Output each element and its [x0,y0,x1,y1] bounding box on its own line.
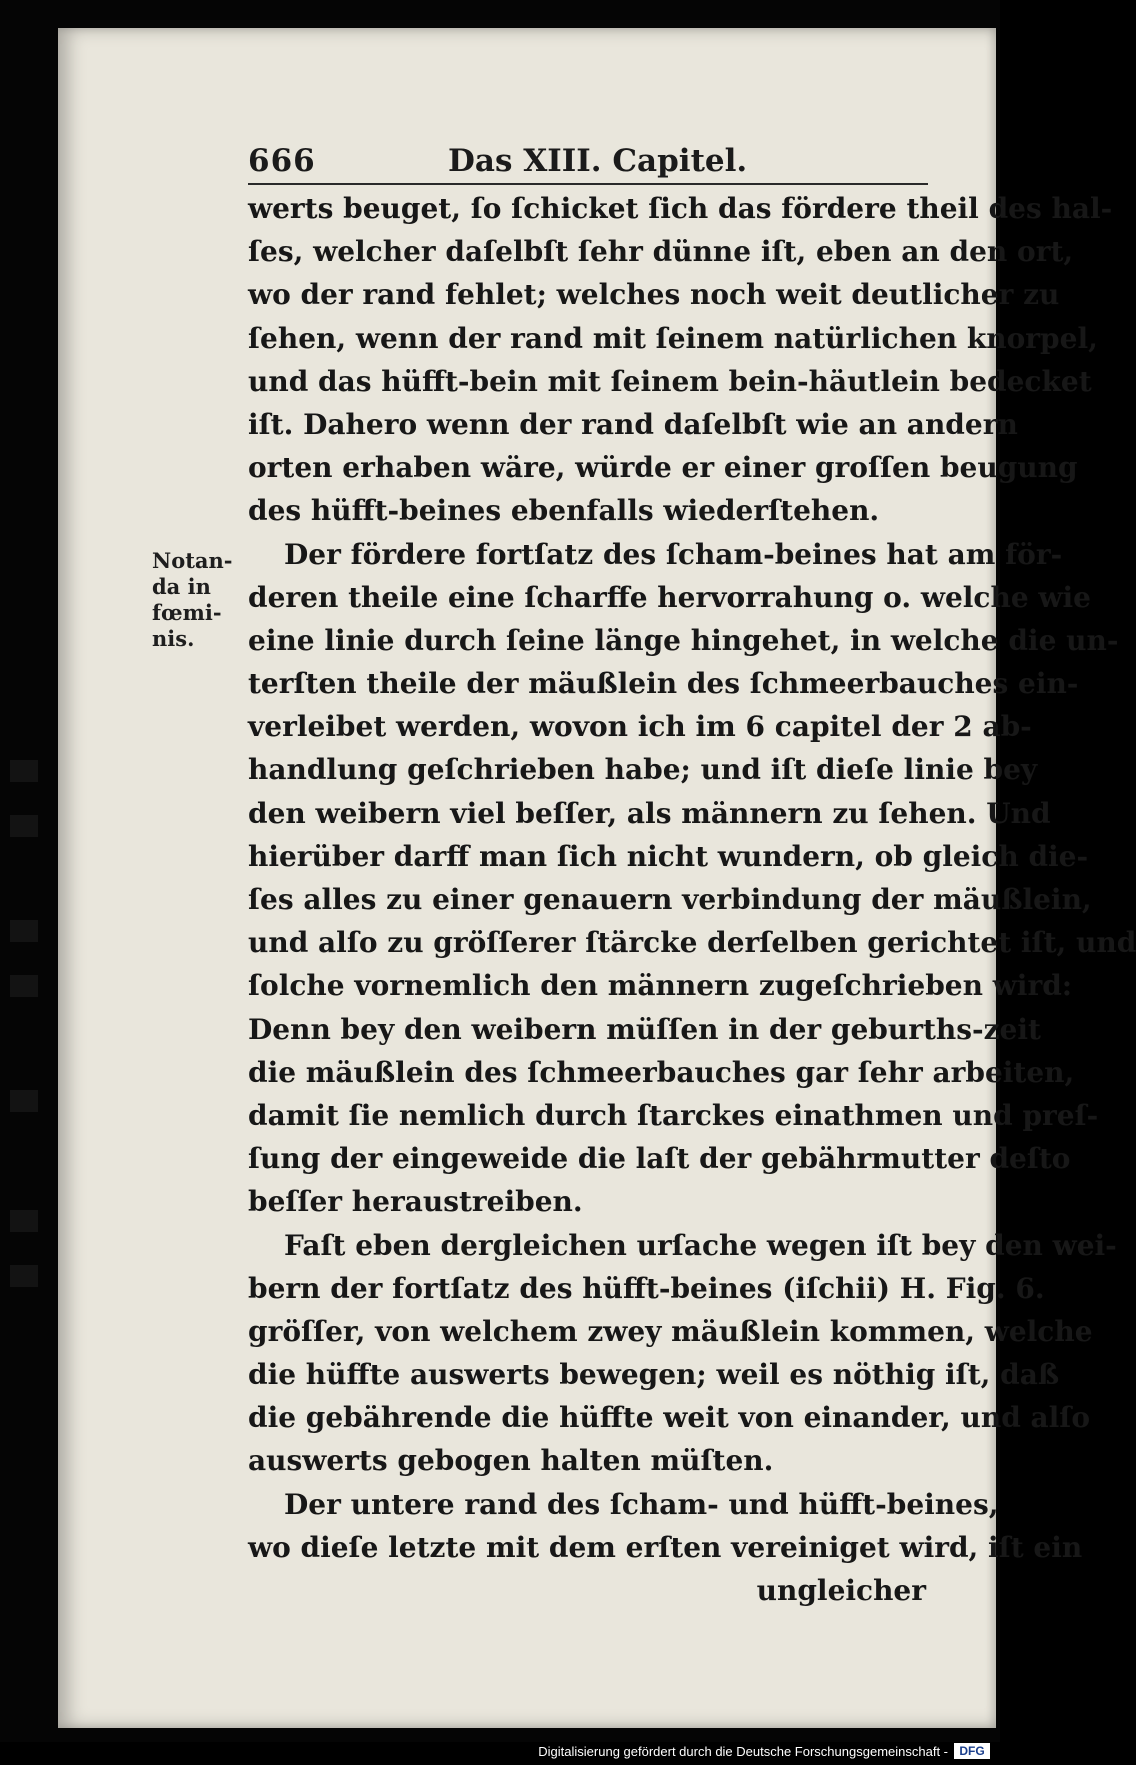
text-line: verleibet werden, wovon ich im 6 capitel der 2 ab- [248,710,1032,744]
text-line: ſes, welcher daſelbſt ſehr dünne iſt, eben an den ort, [248,235,1074,269]
page-number: 666 [248,143,316,179]
page-header [248,143,928,183]
text-line: terſten theile der mäußlein des ſchmeerbauches ein- [248,667,1079,701]
text-line: deren theile eine ſcharffe hervorrahung o. welche wie [248,580,1091,614]
margin-note-line: nis. [152,626,195,651]
text-line: die hüffte auswerts bewegen; weil es nöthig iſt, daß [248,1358,1060,1392]
text-line: wo der rand fehlet; welches noch weit deutlicher zu [248,278,1060,312]
funding-credit: Digitalisierung gefördert durch die Deutsche Forschungsgemeinschaft - [538,1744,948,1759]
margin-note-line: fœmi- [152,600,222,625]
text-line: handlung geſchrieben habe; und iſt dieſe linie bey [248,753,1038,787]
text-line: die gebährende die hüffte weit von einander, und alſo [248,1401,1091,1435]
facing-page-edge [10,760,46,1460]
text-line: ſolche vornemlich den männern zugeſchrieben wird: [248,969,1073,1003]
body-text [248,187,1136,1612]
running-head: Das XIII. Capitel. [448,143,748,179]
text-line: des hüfft-beines ebenfalls wiederſtehen. [248,494,880,528]
paragraph-start-line: Faſt eben dergleichen urſache wegen iſt bey den wei- [284,1228,1117,1262]
margin-note [152,548,242,652]
text-line: werts beuget, ſo ſchicket ſich das fördere theil des hal- [248,192,1113,225]
text-line: wo dieſe letzte mit dem erſten vereiniget wird, iſt ein [248,1530,1083,1564]
dfg-logo: DFG [954,1743,990,1759]
text-line: die mäußlein des ſchmeerbauches gar ſehr arbeiten, [248,1055,1075,1089]
text-line: beſſer heraustreiben. [248,1185,583,1219]
text-line: hierüber darff man ſich nicht wundern, ob gleich die- [248,839,1089,873]
text-line: ſehen, wenn der rand mit ſeinem natürlichen knorpel, [248,321,1098,355]
text-line: iſt. Dahero wenn der rand daſelbſt wie an andern [248,407,1018,441]
text-line: bern der fortſatz des hüfft-beines (iſchii) H. Fig. 6. [248,1271,1045,1305]
paragraph-start-line: Der fördere fortſatz des ſcham-beines hat am för- [284,537,1063,571]
text-line: Denn bey den weibern müſſen in der geburths-zeit [248,1012,1041,1046]
text-line: ſes alles zu einer genauern verbindung der mäußlein, [248,883,1092,916]
text-line: ſung der eingeweide die laſt der gebährmutter deſto [248,1142,1071,1176]
text-line: gröſſer, von welchem zwey mäußlein kommen, welche [248,1314,1093,1348]
margin-note-line: da in [152,574,211,599]
text-line: orten erhaben wäre, würde er einer groſſen beugung [248,451,1078,485]
margin-note-line: Notan- [152,548,233,573]
text-line: und das hüfft-bein mit ſeinem bein-häutlein bedecket [248,364,1092,398]
header-rule [248,183,928,185]
text-line: auswerts gebogen halten müſten. [248,1444,774,1478]
text-line: den weibern viel beſſer, als männern zu ſehen. Und [248,796,1051,830]
catchword: ungleicher [756,1574,926,1607]
text-line: und alſo zu gröſſerer ſtärcke derſelben gerichtet iſt, und [248,926,1136,960]
text-line: eine linie durch ſeine länge hingehet, in welche die un- [248,623,1119,657]
paragraph-start-line: Der untere rand des ſcham- und hüfft-beines, [284,1487,999,1521]
text-line: damit ſie nemlich durch ſtarckes einathmen und preſ- [248,1098,1099,1132]
